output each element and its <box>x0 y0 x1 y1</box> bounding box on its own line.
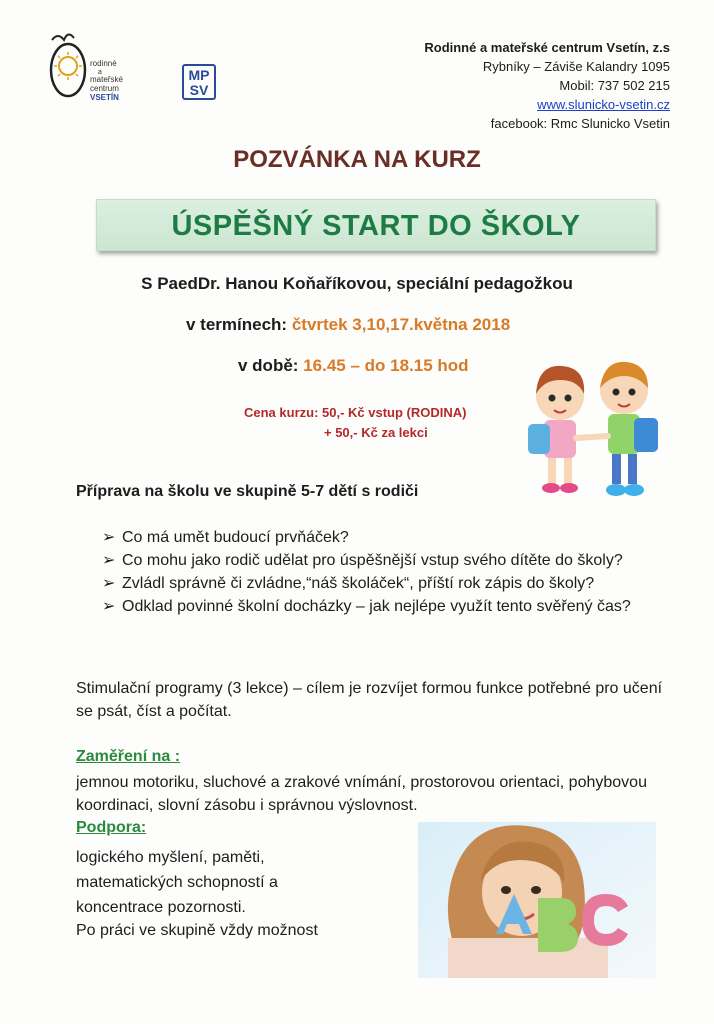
support-heading: Podpora: <box>76 819 147 836</box>
course-title: ÚSPĚŠNÝ START DO ŠKOLY <box>171 210 581 242</box>
course-title-banner <box>96 199 656 251</box>
time-label: v době: <box>238 356 299 375</box>
arrow-bullet-icon: ➢ <box>102 552 116 569</box>
support-line-1: logického myšlení, paměti, <box>76 849 265 866</box>
list-item-text: Co mohu jako rodič udělat pro úspěšnější vstup svého dítěte do školy? <box>122 552 623 569</box>
list-item <box>102 595 662 618</box>
focus-text: jemnou motoriku, sluchové a zrakové vnímání, prostorovou orientaci, pohybovou koordinaci, slovní zásobu i správnou výslovnost. <box>76 774 647 814</box>
arrow-bullet-icon: ➢ <box>102 575 116 592</box>
mpsv-logo-line1: MP <box>188 67 210 83</box>
time-value: 16.45 – do 18.15 hod <box>303 356 469 375</box>
logo-text-2: a <box>98 69 102 76</box>
list-item-text: Zvládl správně či zvládne,“náš školáček“, příští rok zápis do školy? <box>122 575 595 592</box>
contact-block <box>424 38 670 133</box>
rmc-vsetin-logo <box>46 30 142 106</box>
support-line-2: matematických schopností a <box>76 874 278 891</box>
arrow-bullet-icon: ➢ <box>102 598 116 615</box>
stimulation-text: Stimulační programy (3 lekce) – cílem je rozvíjet formou funkce potřebné pro učení se psát, číst a počítat. <box>76 680 663 720</box>
price-line-1: Cena kurzu: 50,- Kč vstup (RODINA) <box>244 405 467 420</box>
facebook: facebook: Rmc Slunicko Vsetin <box>490 116 670 131</box>
question-list <box>102 526 662 618</box>
logo-text-1: rodinné <box>90 59 117 68</box>
time-line <box>238 356 469 376</box>
dates-line <box>186 315 510 335</box>
support-line-3: koncentrace pozornosti. <box>76 899 246 916</box>
focus-heading: Zaměření na : <box>76 748 181 765</box>
list-item-text: Co má umět budoucí prvňáček? <box>122 529 349 546</box>
dates-label: v termínech: <box>186 315 288 334</box>
logo-text-4: centrum <box>90 84 119 93</box>
phone: Mobil: 737 502 215 <box>559 78 670 93</box>
list-item <box>102 549 662 572</box>
list-item <box>102 526 662 549</box>
list-item <box>102 572 662 595</box>
support-line-4: Po práci ve skupině vždy možnost <box>76 922 318 939</box>
course-subtitle: Příprava na školu ve skupině 5-7 dětí s rodiči <box>76 483 419 500</box>
children-with-backpacks-illustration <box>518 358 668 506</box>
lecturer-line: S PaedDr. Hanou Koňaříkovou, speciální pedagožkou <box>141 274 573 293</box>
invitation-title: POZVÁNKA NA KURZ <box>233 146 481 173</box>
arrow-bullet-icon: ➢ <box>102 529 116 546</box>
dates-value: čtvrtek 3,10,17.května 2018 <box>291 315 511 334</box>
mpsv-logo <box>182 64 216 100</box>
price-line-2: + 50,- Kč za lekci <box>324 425 428 440</box>
org-name: Rodinné a mateřské centrum Vsetín, z.s <box>424 40 670 55</box>
address: Rybníky – Záviše Kalandry 1095 <box>482 59 670 74</box>
price-block <box>244 403 466 443</box>
logo-text-5: VSETÍN <box>90 93 119 102</box>
child-with-abc-letters-photo <box>418 822 656 978</box>
website-link[interactable]: www.slunicko-vsetin.cz <box>537 97 670 112</box>
mpsv-logo-line2: SV <box>189 82 209 98</box>
list-item-text: Odklad povinné školní docházky – jak nejlépe využít tento svěřený čas? <box>122 598 631 615</box>
logo-text-3: mateřské <box>90 75 123 84</box>
